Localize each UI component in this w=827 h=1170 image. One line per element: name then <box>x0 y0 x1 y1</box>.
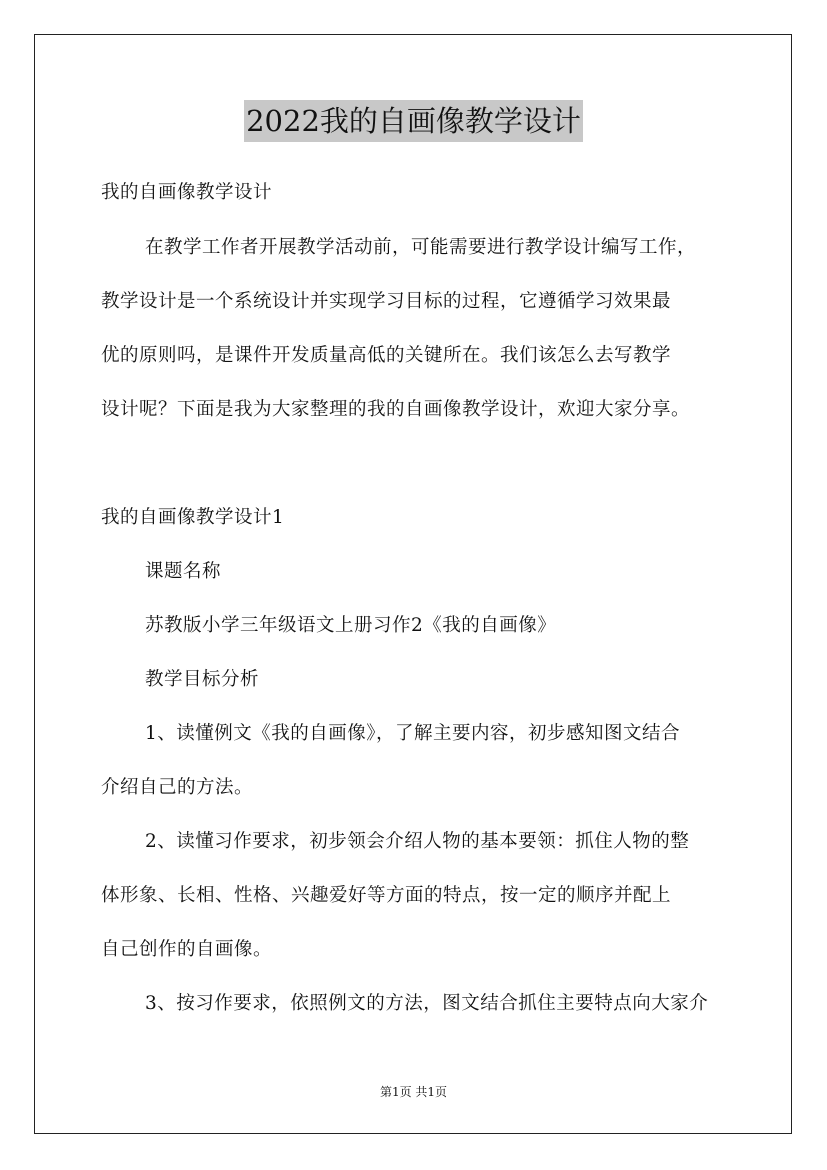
paragraph-line: 1、读懂例文《我的自画像》，了解主要内容，初步感知图文结合 <box>145 723 681 744</box>
paragraph-line: 介绍自己的方法。 <box>101 777 254 798</box>
paragraph-line: 教学设计是一个系统设计并实现学习目标的过程，它遵循学习效果最 <box>101 291 672 312</box>
title-container <box>0 100 827 142</box>
paragraph-line: 自己创作的自画像。 <box>101 939 273 960</box>
subtitle-line: 我的自画像教学设计 <box>101 182 273 203</box>
page-footer: 第1页 共1页 <box>379 1085 448 1099</box>
paragraph-line: 苏教版小学三年级语文上册习作2《我的自画像》 <box>145 615 557 636</box>
paragraph-line: 体形象、长相、性格、兴趣爱好等方面的特点，按一定的顺序并配上 <box>101 885 672 906</box>
paragraph-line: 3、按习作要求，依照例文的方法，图文结合抓住主要特点向大家介 <box>145 993 709 1014</box>
document-title: 2022我的自画像教学设计 <box>244 100 583 142</box>
section-heading: 我的自画像教学设计1 <box>101 507 285 528</box>
paragraph-line: 教学目标分析 <box>145 669 260 690</box>
paragraph-line: 2、读懂习作要求，初步领会介绍人物的基本要领：抓住人物的整 <box>145 831 690 852</box>
paragraph-line: 在教学工作者开展教学活动前，可能需要进行教学设计编写工作， <box>145 237 697 258</box>
paragraph-line: 课题名称 <box>145 561 222 582</box>
paragraph-line: 设计呢？下面是我为大家整理的我的自画像教学设计，欢迎大家分享。 <box>101 399 691 420</box>
paragraph-line: 优的原则吗，是课件开发质量高低的关键所在。我们该怎么去写教学 <box>101 345 672 366</box>
